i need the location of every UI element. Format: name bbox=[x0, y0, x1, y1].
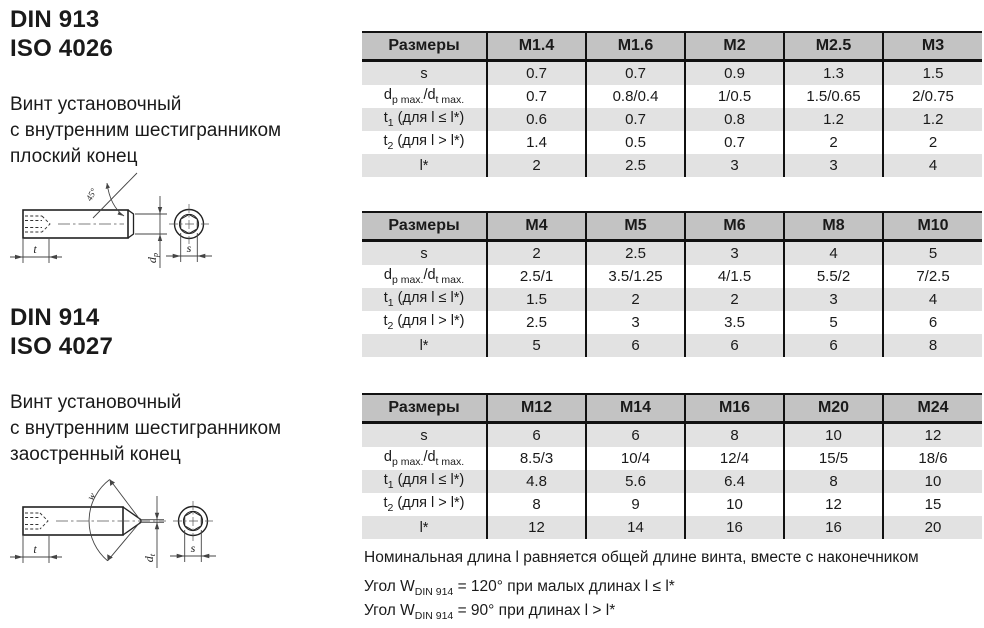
standard-din-914: DIN 914 bbox=[10, 304, 100, 331]
label-text: Угол W bbox=[364, 602, 415, 619]
table-cell: 3.5 bbox=[685, 311, 784, 334]
row-label bbox=[362, 85, 487, 108]
table-cell: 2.5 bbox=[487, 311, 586, 334]
label-text: (для l > l*) bbox=[393, 495, 465, 512]
end-view-centerlines bbox=[169, 204, 209, 244]
table-cell: 1.2 bbox=[883, 108, 982, 131]
row-label bbox=[362, 288, 487, 311]
note-nominal-length: Номинальная длина l равняется общей длине винта, вместе с наконечником bbox=[364, 549, 919, 566]
point-angle-label: w bbox=[85, 490, 99, 503]
label-subscript: DIN 914 bbox=[414, 586, 454, 599]
dim-s-label: s bbox=[186, 241, 192, 255]
table-cell: 6 bbox=[586, 423, 685, 448]
label-subscript: 2 bbox=[387, 501, 394, 514]
label-subscript: t max. bbox=[435, 273, 465, 286]
label-text: s bbox=[420, 65, 428, 82]
table-cell: 4 bbox=[784, 241, 883, 266]
table-cell: 0.7 bbox=[685, 131, 784, 154]
table-row bbox=[362, 131, 982, 154]
table-cell: 5.5/2 bbox=[784, 265, 883, 288]
table-cell: 8.5/3 bbox=[487, 447, 586, 470]
table-row bbox=[362, 516, 982, 539]
size-header: M2 bbox=[685, 32, 784, 61]
dim-t-label: t bbox=[33, 242, 37, 256]
dimension-t bbox=[10, 536, 62, 563]
table-cell: 0.7 bbox=[487, 61, 586, 86]
label-text: = 90° при длинах l > l* bbox=[453, 602, 616, 619]
label-text: (для l ≤ l*) bbox=[393, 290, 465, 307]
table-cell: 12 bbox=[784, 493, 883, 516]
size-header: M8 bbox=[784, 212, 883, 241]
row-label bbox=[362, 470, 487, 493]
table-cell: 0.9 bbox=[685, 61, 784, 86]
label-text: l* bbox=[419, 157, 429, 174]
table-cell: 9 bbox=[586, 493, 685, 516]
row-label bbox=[362, 516, 487, 539]
table-cell: 8 bbox=[883, 334, 982, 357]
size-header: M12 bbox=[487, 394, 586, 423]
label-text: s bbox=[420, 245, 428, 262]
table-cell: 6 bbox=[784, 334, 883, 357]
row-label bbox=[362, 447, 487, 470]
table-cell: 5 bbox=[883, 241, 982, 266]
end-view bbox=[173, 501, 213, 541]
size-header: M3 bbox=[883, 32, 982, 61]
table-cell: 3 bbox=[685, 154, 784, 177]
table-row bbox=[362, 85, 982, 108]
table-cell: 2 bbox=[487, 241, 586, 266]
table-cell: 2 bbox=[685, 288, 784, 311]
table-cell: 2 bbox=[784, 131, 883, 154]
table-row bbox=[362, 423, 982, 448]
description-line: заостренный конец bbox=[10, 444, 181, 465]
table-row bbox=[362, 493, 982, 516]
sizes-column-header: Размеры bbox=[362, 394, 487, 423]
table-cell: 12 bbox=[487, 516, 586, 539]
row-label bbox=[362, 131, 487, 154]
table-cell: 6 bbox=[883, 311, 982, 334]
dim-s-label: s bbox=[190, 541, 196, 555]
table-cell: 1/0.5 bbox=[685, 85, 784, 108]
dimension-dp bbox=[135, 196, 167, 268]
table-cell: 1.2 bbox=[784, 108, 883, 131]
label-text: Угол W bbox=[364, 578, 415, 595]
table-cell: 3 bbox=[685, 241, 784, 266]
size-header: M5 bbox=[586, 212, 685, 241]
label-subscript: 1 bbox=[387, 478, 394, 491]
table-row bbox=[362, 311, 982, 334]
standard-block-din914 bbox=[10, 303, 113, 361]
table-cell: 2.5 bbox=[586, 154, 685, 177]
table-header-row bbox=[362, 32, 982, 61]
label-text: t bbox=[383, 133, 388, 150]
label-text: l* bbox=[419, 519, 429, 536]
table-cell: 2.5 bbox=[586, 241, 685, 266]
dimension-table-m4-m10 bbox=[362, 211, 982, 357]
table-cell: 10 bbox=[784, 423, 883, 448]
dim-dt-sub: t bbox=[147, 553, 157, 557]
label-subscript: p max. bbox=[391, 273, 424, 286]
size-header: M4 bbox=[487, 212, 586, 241]
table-row bbox=[362, 241, 982, 266]
row-label bbox=[362, 154, 487, 177]
dimension-dt bbox=[141, 496, 164, 568]
label-text: d bbox=[383, 267, 392, 284]
table-cell: 10 bbox=[883, 470, 982, 493]
hex-socket-hidden-lines bbox=[25, 216, 50, 232]
table-cell: 6 bbox=[487, 423, 586, 448]
label-text: s bbox=[420, 427, 428, 444]
label-subscript: p max. bbox=[391, 455, 424, 468]
table-cell: 8 bbox=[685, 423, 784, 448]
table-cell: 6.4 bbox=[685, 470, 784, 493]
table-row bbox=[362, 108, 982, 131]
table-cell: 4 bbox=[883, 288, 982, 311]
dim-dp-label bbox=[145, 253, 160, 263]
table-cell: 0.7 bbox=[586, 108, 685, 131]
description-din914 bbox=[10, 390, 281, 468]
end-view bbox=[169, 204, 209, 244]
dim-dp-sub: p bbox=[150, 252, 160, 258]
label-text: t bbox=[383, 290, 388, 307]
point-angle-annotation bbox=[85, 480, 141, 561]
chamfer-angle-label: 45° bbox=[83, 186, 99, 203]
label-subscript: t max. bbox=[435, 93, 465, 106]
table-cell: 15/5 bbox=[784, 447, 883, 470]
table-cell: 7/2.5 bbox=[883, 265, 982, 288]
label-text: t bbox=[383, 472, 388, 489]
table-cell: 0.7 bbox=[586, 61, 685, 86]
label-text: (для l ≤ l*) bbox=[393, 472, 465, 489]
hex-socket-hidden-lines bbox=[25, 513, 48, 529]
size-header: M1.4 bbox=[487, 32, 586, 61]
row-label bbox=[362, 265, 487, 288]
standard-block-din913 bbox=[10, 5, 113, 63]
row-label bbox=[362, 108, 487, 131]
label-text: t bbox=[383, 495, 388, 512]
label-text: (для l ≤ l*) bbox=[393, 110, 465, 127]
table-cell: 5.6 bbox=[586, 470, 685, 493]
dimension-t bbox=[10, 239, 62, 263]
row-label bbox=[362, 311, 487, 334]
table-cell: 3 bbox=[784, 288, 883, 311]
size-header: M10 bbox=[883, 212, 982, 241]
dim-dt-label bbox=[142, 553, 157, 562]
note-angle-90 bbox=[364, 602, 615, 622]
table-cell: 5 bbox=[487, 334, 586, 357]
label-subscript: 1 bbox=[387, 116, 394, 129]
sizes-column-header: Размеры bbox=[362, 212, 487, 241]
size-header: M6 bbox=[685, 212, 784, 241]
description-line: Винт установочный bbox=[10, 392, 182, 413]
dimension-table-m1_4-m3 bbox=[362, 31, 982, 177]
description-line: плоский конец bbox=[10, 146, 138, 167]
table-cell: 6 bbox=[685, 334, 784, 357]
end-view-centerlines bbox=[173, 501, 213, 541]
row-label bbox=[362, 493, 487, 516]
table-cell: 16 bbox=[685, 516, 784, 539]
table-cell: 10/4 bbox=[586, 447, 685, 470]
table-cell: 2 bbox=[883, 131, 982, 154]
table-cell: 0.8/0.4 bbox=[586, 85, 685, 108]
table-row bbox=[362, 470, 982, 493]
label-text: /d bbox=[423, 267, 436, 284]
dim-t-label: t bbox=[33, 542, 37, 556]
label-subscript: p max. bbox=[391, 93, 424, 106]
table-cell: 14 bbox=[586, 516, 685, 539]
label-text: (для l > l*) bbox=[393, 133, 465, 150]
table-row bbox=[362, 334, 982, 357]
standard-iso-4026: ISO 4026 bbox=[10, 35, 114, 62]
label-text: d bbox=[383, 449, 392, 466]
table-cell: 20 bbox=[883, 516, 982, 539]
sizes-column-header: Размеры bbox=[362, 32, 487, 61]
label-text: l* bbox=[419, 337, 429, 354]
description-line: с внутренним шестигранником bbox=[10, 120, 282, 141]
row-label bbox=[362, 61, 487, 86]
table-cell: 1.4 bbox=[487, 131, 586, 154]
label-text: /d bbox=[423, 449, 436, 466]
table-header-row bbox=[362, 394, 982, 423]
label-subscript: 2 bbox=[387, 139, 394, 152]
row-label bbox=[362, 423, 487, 448]
table-cell: 3 bbox=[784, 154, 883, 177]
label-subscript: 1 bbox=[387, 296, 394, 309]
table-cell: 0.7 bbox=[487, 85, 586, 108]
table-row bbox=[362, 61, 982, 86]
table-cell: 12 bbox=[883, 423, 982, 448]
label-subscript: DIN 914 bbox=[414, 610, 454, 623]
table-cell: 4/1.5 bbox=[685, 265, 784, 288]
table-cell: 3.5/1.25 bbox=[586, 265, 685, 288]
standard-iso-4027: ISO 4027 bbox=[10, 333, 114, 360]
row-label bbox=[362, 334, 487, 357]
table-cell: 4.8 bbox=[487, 470, 586, 493]
table-cell: 3 bbox=[586, 311, 685, 334]
table-cell: 2.5/1 bbox=[487, 265, 586, 288]
note-angle-120 bbox=[364, 578, 675, 598]
label-text: (для l > l*) bbox=[393, 313, 465, 330]
table-cell: 6 bbox=[586, 334, 685, 357]
table-header-row bbox=[362, 212, 982, 241]
table-cell: 4 bbox=[883, 154, 982, 177]
label-subscript: 2 bbox=[387, 319, 394, 332]
table-row bbox=[362, 154, 982, 177]
table-cell: 10 bbox=[685, 493, 784, 516]
table-cell: 15 bbox=[883, 493, 982, 516]
label-text: t bbox=[383, 110, 388, 127]
size-header: M20 bbox=[784, 394, 883, 423]
description-line: с внутренним шестигранником bbox=[10, 418, 282, 439]
description-line: Винт установочный bbox=[10, 94, 182, 115]
description-din913 bbox=[10, 92, 281, 170]
label-subscript: t max. bbox=[435, 455, 465, 468]
label-text: t bbox=[383, 313, 388, 330]
table-cell: 1.5/0.65 bbox=[784, 85, 883, 108]
table-cell: 2 bbox=[586, 288, 685, 311]
dim-dp-base: d bbox=[145, 257, 159, 264]
cone-point-screw-drawing bbox=[6, 468, 241, 586]
label-text: = 120° при малых длинах l ≤ l* bbox=[453, 578, 675, 595]
table-cell: 0.8 bbox=[685, 108, 784, 131]
label-text: /d bbox=[423, 87, 436, 104]
table-cell: 16 bbox=[784, 516, 883, 539]
table-cell: 2/0.75 bbox=[883, 85, 982, 108]
flat-point-screw-drawing bbox=[6, 170, 241, 282]
size-header: M2.5 bbox=[784, 32, 883, 61]
table-cell: 2 bbox=[487, 154, 586, 177]
table-row bbox=[362, 265, 982, 288]
size-header: M24 bbox=[883, 394, 982, 423]
table-cell: 18/6 bbox=[883, 447, 982, 470]
table-cell: 1.3 bbox=[784, 61, 883, 86]
table-cell: 0.5 bbox=[586, 131, 685, 154]
size-header: M16 bbox=[685, 394, 784, 423]
dim-dt-base: d bbox=[142, 556, 156, 563]
table-cell: 0.6 bbox=[487, 108, 586, 131]
screw-body bbox=[23, 210, 134, 238]
standard-din-913: DIN 913 bbox=[10, 6, 100, 33]
dimension-table-m12-m24 bbox=[362, 393, 982, 539]
size-header: M1.6 bbox=[586, 32, 685, 61]
table-cell: 8 bbox=[784, 470, 883, 493]
table-cell: 5 bbox=[784, 311, 883, 334]
table-cell: 8 bbox=[487, 493, 586, 516]
table-cell: 1.5 bbox=[883, 61, 982, 86]
table-cell: 1.5 bbox=[487, 288, 586, 311]
row-label bbox=[362, 241, 487, 266]
table-cell: 12/4 bbox=[685, 447, 784, 470]
label-text: d bbox=[383, 87, 392, 104]
size-header: M14 bbox=[586, 394, 685, 423]
table-row bbox=[362, 288, 982, 311]
table-row bbox=[362, 447, 982, 470]
